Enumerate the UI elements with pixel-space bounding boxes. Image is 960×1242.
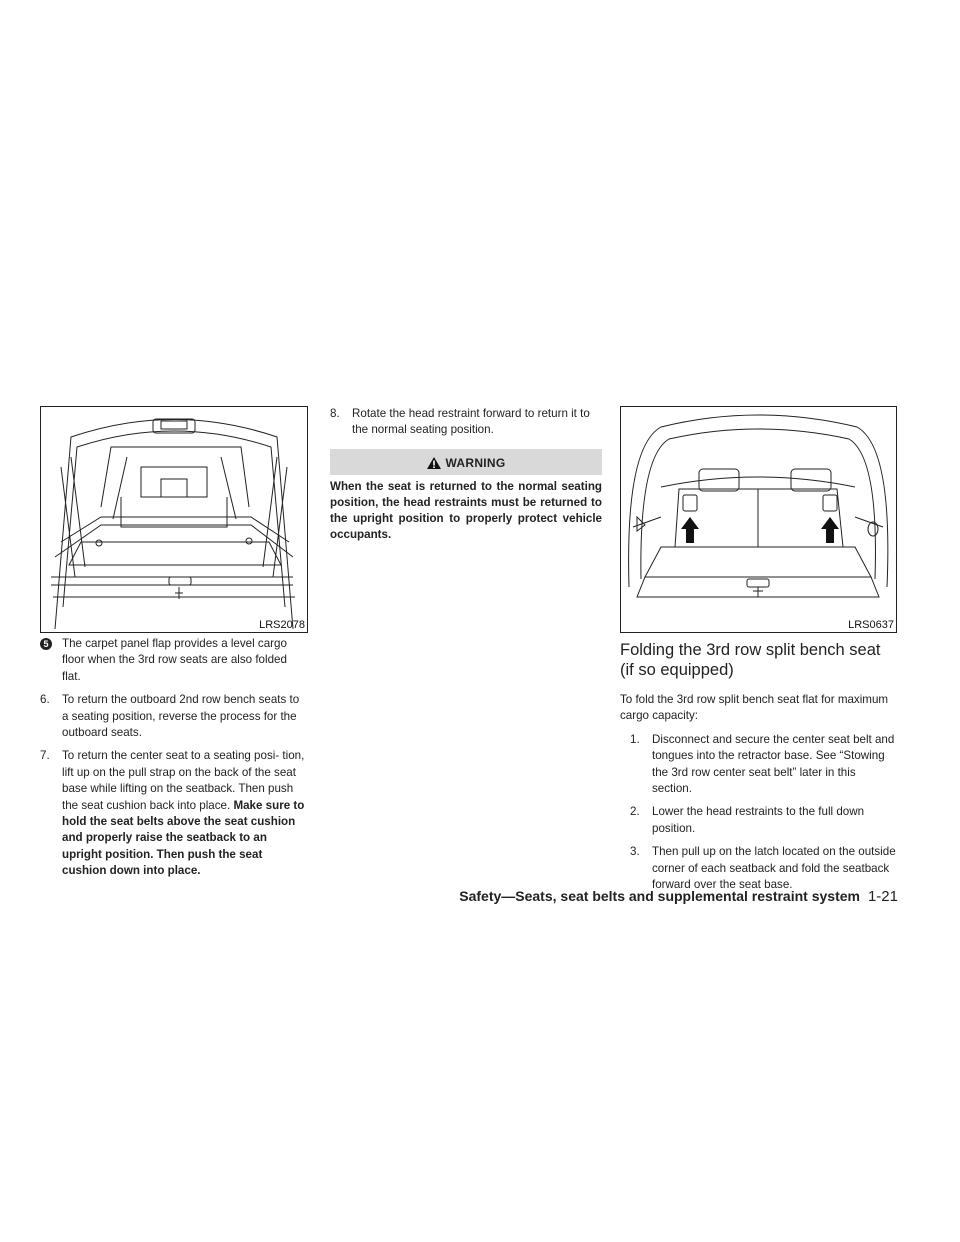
cargo-folded-illustration [41, 407, 307, 632]
third-row-illustration [621, 407, 896, 632]
warning-box [330, 449, 602, 543]
item-number: 2. [630, 805, 640, 819]
item-number: 8. [330, 407, 340, 420]
intro-text: To fold the 3rd row split bench seat flat for maximum cargo capacity: [620, 693, 889, 723]
list-item-6 [40, 692, 308, 741]
list-item-5 [40, 636, 308, 685]
list-item-7 [40, 748, 308, 879]
warning-title: WARNING [445, 455, 506, 470]
item-number: 6. [40, 693, 50, 707]
item-number: 7. [40, 749, 50, 763]
item-text: Rotate the head restraint forward to return it to the normal seating position. [352, 407, 590, 437]
item-text: Disconnect and secure the center seat belt and tongues into the retractor base. See “Stowing the 3rd row center seat belt” later in this section. [652, 732, 895, 796]
column-right [620, 640, 896, 900]
warning-icon [426, 456, 442, 470]
footer-section-title: Safety—Seats, seat belts and supplemental restraint system [459, 888, 860, 904]
item-text: Then pull up on the latch located on the outside corner of each seatback and fold the seatback forward over the seat base. [652, 845, 896, 892]
item-text: The carpet panel flap provides a level cargo floor when the 3rd row seats are also folded flat. [62, 637, 287, 683]
list-item-8 [330, 406, 602, 439]
circled-number-badge: 5 [40, 638, 52, 650]
item-bold-text: Make sure to hold the seat belts above the seat cushion and properly raise the seatback to an upright position. Then push the seat cushion down into place. [62, 798, 305, 878]
item-number: 1. [630, 732, 640, 746]
item-text: Lower the head restraints to the full down position. [652, 805, 865, 835]
warning-text: When the seat is returned to the normal seating position, the head restraints must be returned to the upright position to properly protect vehicle occupants. [330, 475, 602, 543]
list-item [630, 804, 896, 837]
warning-header [330, 449, 602, 475]
page-number: 1-21 [867, 888, 898, 905]
figure-cargo-folded [40, 406, 308, 633]
item-number: 3. [630, 845, 640, 859]
figure-label: LRS0637 [848, 619, 894, 631]
item-text: To return the center seat to a seating posi- tion, lift up on the pull strap on the back of the seat base while lifting on the seatback. Then push the seat cushion back into place. [62, 749, 305, 812]
page-footer [420, 888, 898, 905]
list-item [630, 844, 896, 893]
figure-label: LRS2078 [259, 619, 305, 631]
steps-list [620, 732, 896, 894]
section-title: Folding the 3rd row split bench seat (if so equipped) [620, 641, 881, 679]
item-text: To return the outboard 2nd row bench seats to a seating position, reverse the process for the outboard seats. [62, 693, 300, 740]
list-item [630, 732, 896, 798]
column-left [40, 636, 308, 887]
column-middle [330, 406, 602, 543]
figure-third-row [620, 406, 897, 633]
